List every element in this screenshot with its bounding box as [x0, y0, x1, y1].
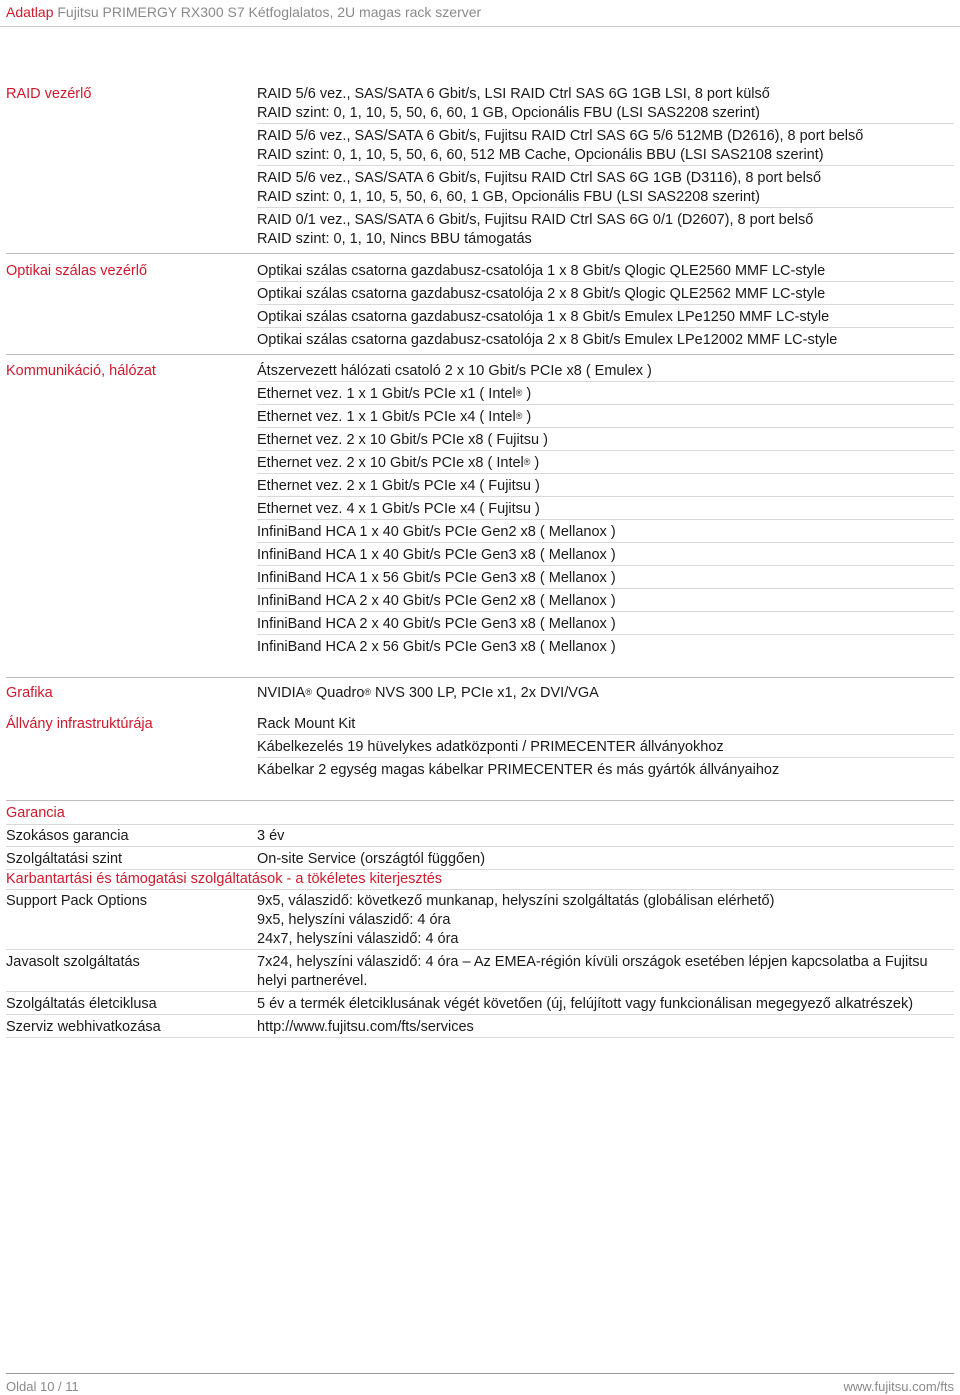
row-divider — [257, 123, 954, 124]
row-divider — [257, 381, 954, 382]
warranty-rows — [6, 827, 954, 870]
section-label-net: Kommunikáció, hálózat — [6, 363, 156, 379]
spec-line: Ethernet vez. 1 x 1 Gbit/s PCIe x1 ( Intel® ) — [257, 386, 532, 402]
row-divider — [6, 991, 954, 992]
row-divider — [257, 542, 954, 543]
section-divider — [6, 253, 954, 254]
service-row-value: 24x7, helyszíni válaszidő: 4 óra — [257, 931, 459, 947]
row-divider — [257, 165, 954, 166]
raid-rows — [257, 85, 954, 249]
section-label-rack: Állvány infrastruktúrája — [6, 716, 153, 732]
service-row-label: Szolgáltatási szint — [6, 851, 123, 867]
service-row — [6, 995, 954, 1014]
row-divider — [6, 1037, 954, 1038]
row-divider — [257, 496, 954, 497]
rack-rows — [257, 715, 954, 780]
spec-line: InfiniBand HCA 1 x 40 Gbit/s PCIe Gen3 x8 ( Mellanox ) — [257, 547, 616, 563]
spec-line: RAID szint: 0, 1, 10, Nincs BBU támogatás — [257, 231, 532, 247]
header-category: Adatlap — [6, 4, 54, 20]
support-title: Karbantartási és támogatási szolgáltatások - a tökéletes kiterjesztés — [6, 871, 443, 887]
row-divider — [257, 327, 954, 328]
service-row-value: On-site Service (országtól függően) — [257, 851, 486, 867]
header-divider — [0, 26, 960, 27]
service-row — [6, 953, 954, 991]
service-row-value: 3 év — [257, 828, 285, 844]
service-row — [6, 1018, 954, 1037]
service-row-value: helyi partnerével. — [257, 973, 368, 989]
spec-line: RAID szint: 0, 1, 10, 5, 50, 6, 60, 1 GB, Opcionális FBU (LSI SAS2208 szerint) — [257, 105, 760, 121]
section-divider — [6, 354, 954, 355]
service-row — [6, 827, 954, 846]
spec-line: RAID 5/6 vez., SAS/SATA 6 Gbit/s, Fujitsu RAID Ctrl SAS 6G 5/6 512MB (D2616), 8 port belső — [257, 128, 864, 144]
spec-line: Kábelkezelés 19 hüvelykes adatközponti / PRIMECENTER állványokhoz — [257, 739, 724, 755]
spec-line: RAID szint: 0, 1, 10, 5, 50, 6, 60, 1 GB, Opcionális FBU (LSI SAS2208 szerint) — [257, 189, 760, 205]
section-divider — [6, 677, 954, 678]
spec-line: InfiniBand HCA 2 x 56 Gbit/s PCIe Gen3 x8 ( Mellanox ) — [257, 639, 616, 655]
spec-line: Optikai szálas csatorna gazdabusz-csatolója 1 x 8 Gbit/s Emulex LPe1250 MMF LC-style — [257, 309, 830, 325]
spec-line: RAID szint: 0, 1, 10, 5, 50, 6, 60, 512 MB Cache, Opcionális BBU (LSI SAS2108 szerint) — [257, 147, 824, 163]
service-row-label: Support Pack Options — [6, 893, 148, 909]
service-row — [6, 850, 954, 869]
spec-line: Rack Mount Kit — [257, 716, 356, 732]
service-row-label: Szolgáltatás életciklusa — [6, 996, 157, 1012]
row-divider — [257, 634, 954, 635]
spec-line: InfiniBand HCA 1 x 56 Gbit/s PCIe Gen3 x8 ( Mellanox ) — [257, 570, 616, 586]
spec-line: Optikai szálas csatorna gazdabusz-csatolója 2 x 8 Gbit/s Emulex LPe12002 MMF LC-style — [257, 332, 838, 348]
spec-line: InfiniBand HCA 1 x 40 Gbit/s PCIe Gen2 x8 ( Mellanox ) — [257, 524, 616, 540]
row-divider — [6, 1014, 954, 1015]
row-divider — [257, 588, 954, 589]
section-label-fc: Optikai szálas vezérlő — [6, 263, 148, 279]
spec-line: Átszervezett hálózati csatoló 2 x 10 Gbit/s PCIe x8 ( Emulex ) — [257, 363, 652, 379]
warranty-title-divider — [6, 824, 954, 825]
spec-line: Ethernet vez. 2 x 1 Gbit/s PCIe x4 ( Fujitsu ) — [257, 478, 540, 494]
spec-line: InfiniBand HCA 2 x 40 Gbit/s PCIe Gen3 x8 ( Mellanox ) — [257, 616, 616, 632]
spec-line: RAID 0/1 vez., SAS/SATA 6 Gbit/s, Fujitsu RAID Ctrl SAS 6G 0/1 (D2607), 8 port belső — [257, 212, 814, 228]
spec-line: InfiniBand HCA 2 x 40 Gbit/s PCIe Gen2 x8 ( Mellanox ) — [257, 593, 616, 609]
row-divider — [257, 404, 954, 405]
header-text — [6, 4, 481, 20]
service-row-value: 7x24, helyszíni válaszidő: 4 óra – Az EMEA-régión kívüli országok esetében lépjen kapcsolatba a Fujitsu — [257, 954, 928, 970]
spec-line: Ethernet vez. 1 x 1 Gbit/s PCIe x4 ( Intel® ) — [257, 409, 532, 425]
footer-url: www.fujitsu.com/fts — [843, 1379, 954, 1394]
support-rows — [6, 892, 954, 1038]
service-row-label: Szokásos garancia — [6, 828, 129, 844]
spec-line: NVIDIA® Quadro® NVS 300 LP, PCIe x1, 2x DVI/VGA — [257, 685, 599, 701]
net-rows — [257, 362, 954, 657]
spec-line: Ethernet vez. 2 x 10 Gbit/s PCIe x8 ( Fujitsu ) — [257, 432, 548, 448]
row-divider — [257, 473, 954, 474]
row-divider — [257, 565, 954, 566]
spec-line: Ethernet vez. 4 x 1 Gbit/s PCIe x4 ( Fujitsu ) — [257, 501, 540, 517]
support-title-divider — [6, 889, 954, 890]
service-row-value: 9x5, válaszidő: következő munkanap, helyszíni szolgáltatás (globálisan elérhető) — [257, 893, 775, 909]
row-divider — [257, 281, 954, 282]
header-subject: Fujitsu PRIMERGY RX300 S7 Kétfoglalatos, 2U magas rack szerver — [57, 4, 482, 20]
section-label-graphics: Grafika — [6, 685, 53, 701]
service-row-value: 9x5, helyszíni válaszidő: 4 óra — [257, 912, 451, 928]
row-divider — [257, 427, 954, 428]
row-divider — [6, 846, 954, 847]
row-divider — [257, 734, 954, 735]
service-row-value: 5 év a termék életciklusának végét követően (új, felújított vagy funkcionálisan megegyező alkatrészek) — [257, 996, 914, 1012]
spec-line: RAID 5/6 vez., SAS/SATA 6 Gbit/s, Fujitsu RAID Ctrl SAS 6G 1GB (D3116), 8 port belső — [257, 170, 822, 186]
service-row-label: Javasolt szolgáltatás — [6, 954, 140, 970]
service-row-label: Szerviz webhivatkozása — [6, 1019, 161, 1035]
row-divider — [257, 519, 954, 520]
warranty-title: Garancia — [6, 805, 65, 821]
row-divider — [257, 207, 954, 208]
spec-line: Ethernet vez. 2 x 10 Gbit/s PCIe x8 ( Intel® ) — [257, 455, 540, 471]
section-divider — [6, 800, 954, 801]
fc-rows — [257, 262, 954, 350]
row-divider — [257, 611, 954, 612]
graphics-rows — [257, 684, 954, 703]
row-divider — [6, 949, 954, 950]
footer-page-number: Oldal 10 / 11 — [6, 1379, 79, 1394]
spec-line: RAID 5/6 vez., SAS/SATA 6 Gbit/s, LSI RAID Ctrl SAS 6G 1GB LSI, 8 port külső — [257, 86, 770, 102]
footer-divider — [6, 1373, 954, 1374]
row-divider — [257, 304, 954, 305]
spec-line: Kábelkar 2 egység magas kábelkar PRIMECENTER és más gyártók állványaihoz — [257, 762, 780, 778]
section-label-raid: RAID vezérlő — [6, 86, 92, 102]
service-row-value: http://www.fujitsu.com/fts/services — [257, 1019, 474, 1035]
spec-line: Optikai szálas csatorna gazdabusz-csatolója 1 x 8 Gbit/s Qlogic QLE2560 MMF LC-style — [257, 263, 826, 279]
row-divider — [257, 757, 954, 758]
row-divider — [257, 450, 954, 451]
page-header — [0, 0, 960, 27]
spec-line: Optikai szálas csatorna gazdabusz-csatolója 2 x 8 Gbit/s Qlogic QLE2562 MMF LC-style — [257, 286, 826, 302]
service-row — [6, 892, 954, 949]
